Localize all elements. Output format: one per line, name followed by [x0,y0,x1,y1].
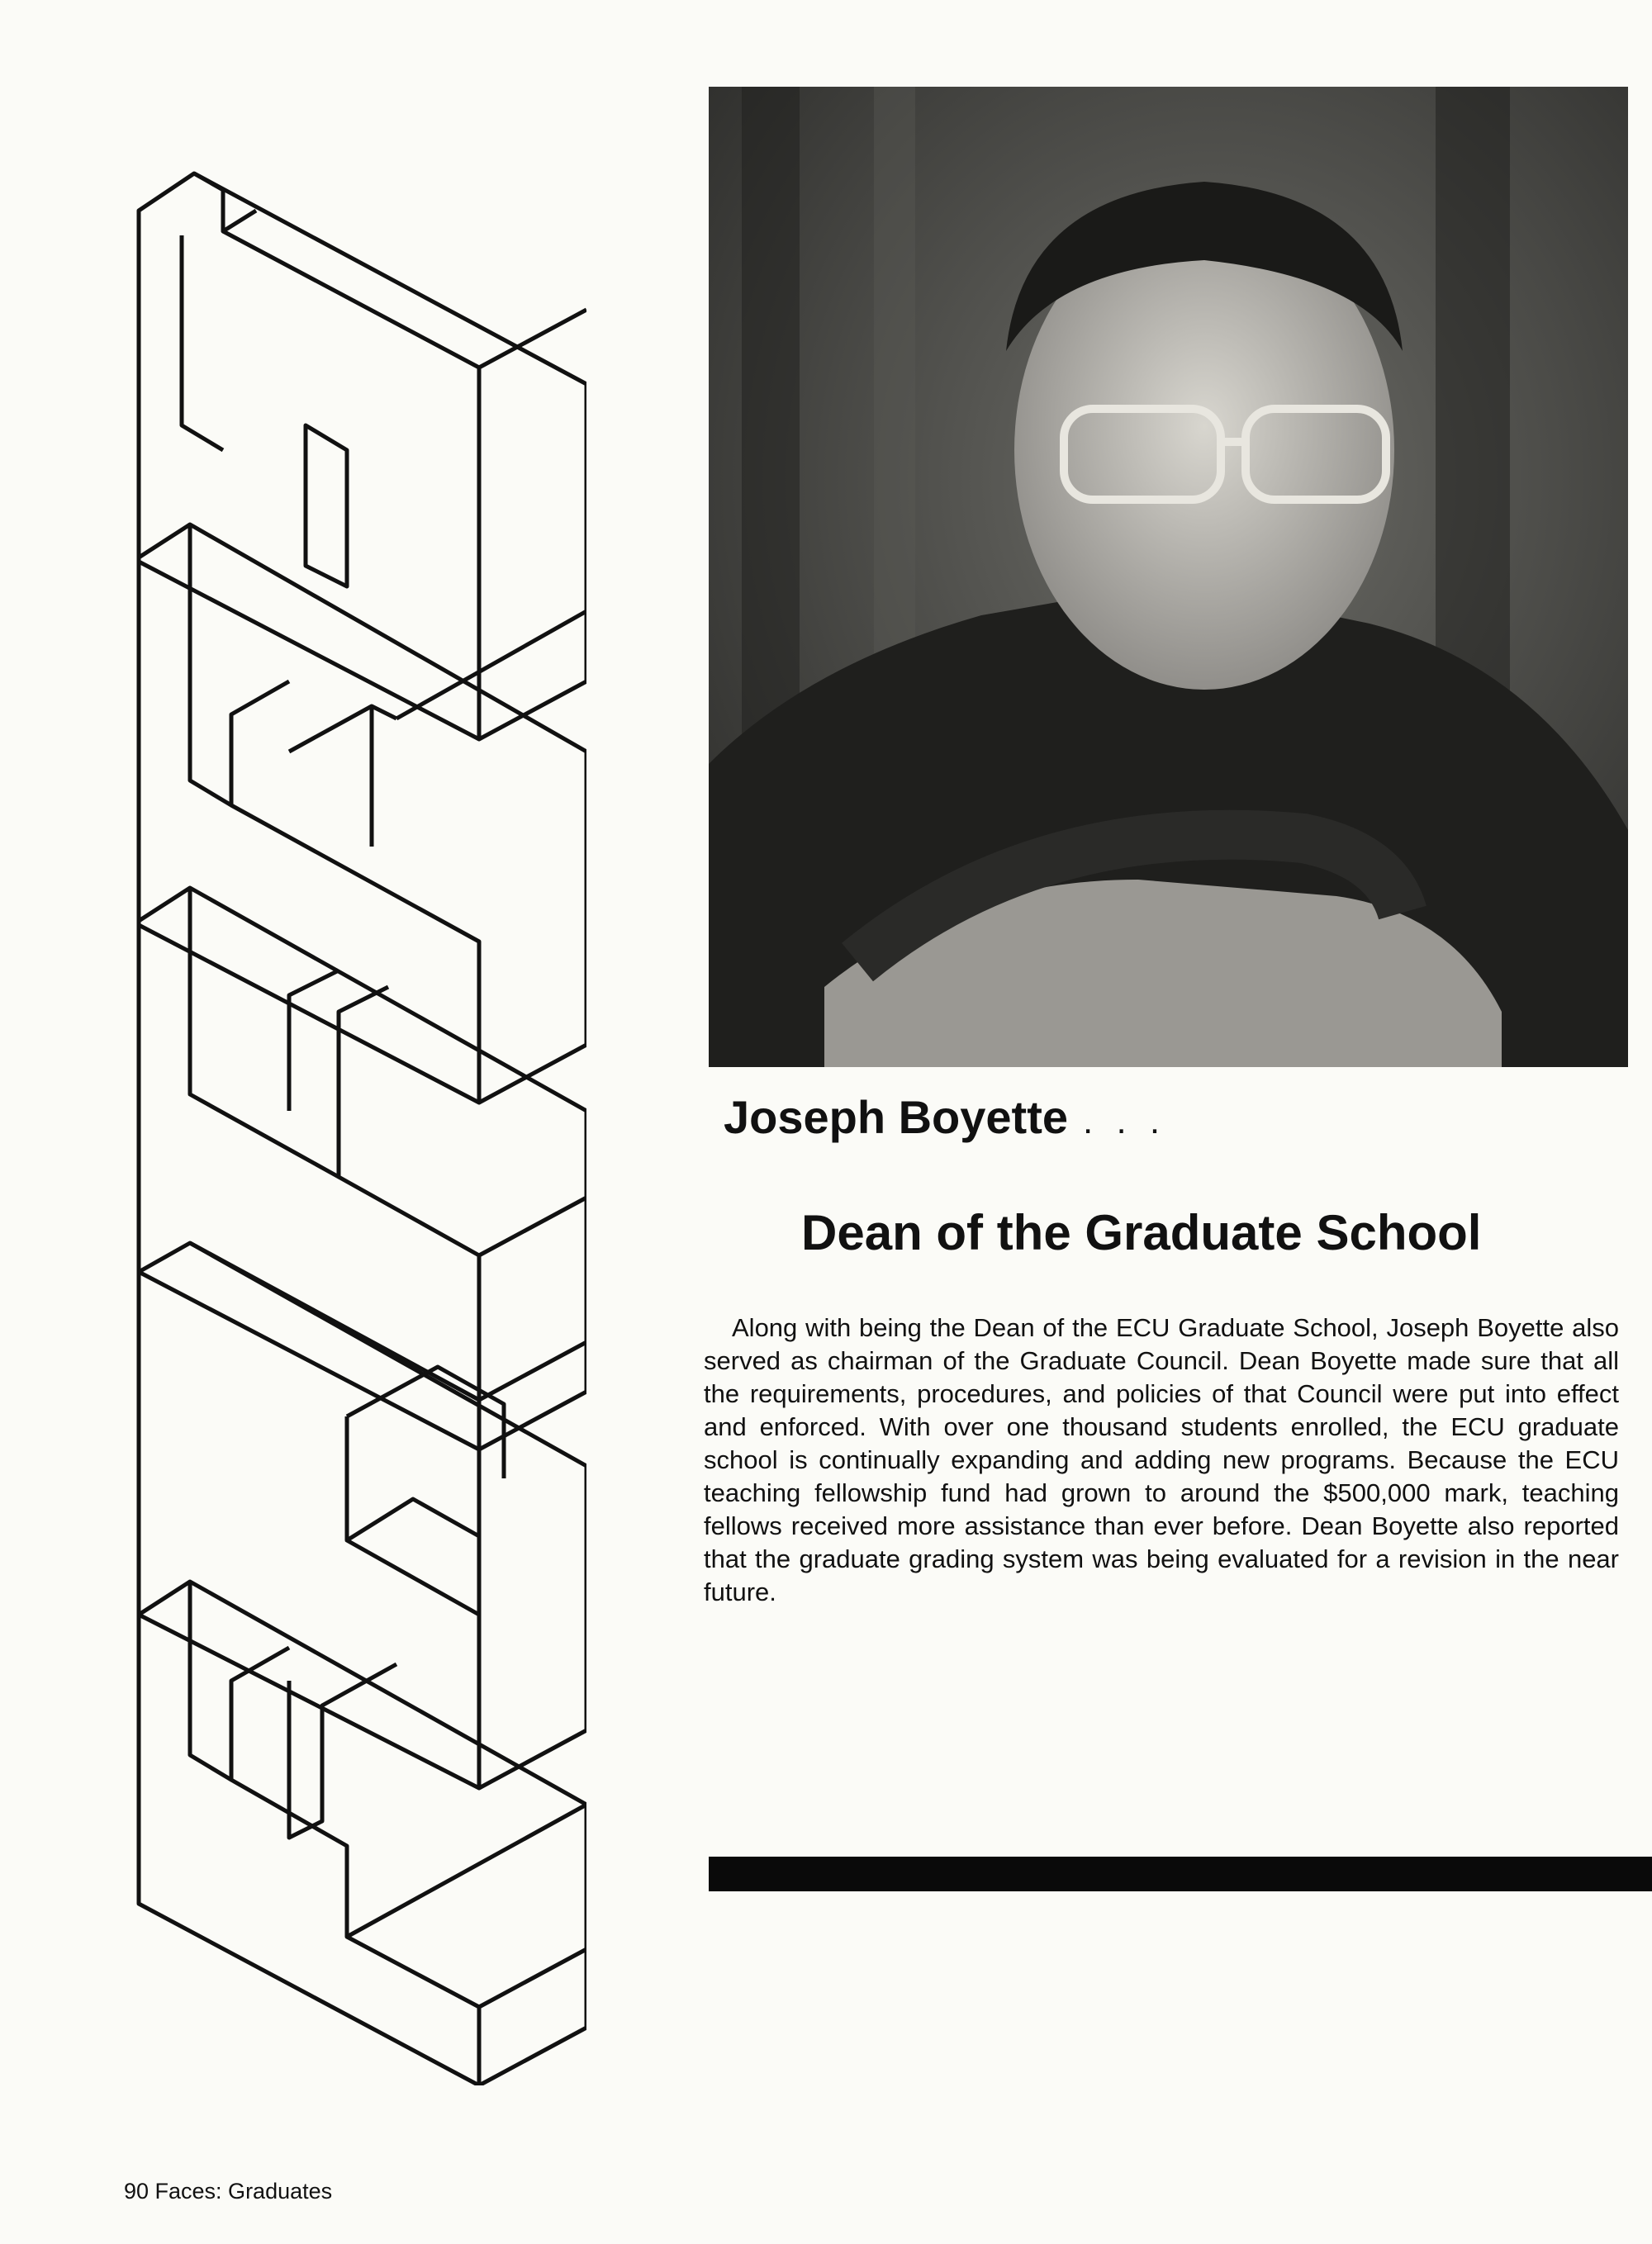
page-folio: 90 Faces: Graduates [124,2179,333,2204]
profile-body-text: Along with being the Dean of the ECU Graduate School, Joseph Boyette also served as chairman of the Graduate Council. Dean Boyette made sure that all the requirements, procedures, and policies of that Council were put into effect and enforced. With over one thousand students enrolled, the ECU graduate school is continually expanding and adding new programs. Because the ECU teaching fellowship fund had grown to around the $500,000 mark, teaching fellows received more assistance than ever before. Dean Boyette also reported that the graduate grading system was being evaluated for a revision in the near future. [704,1313,1619,1606]
profile-title-heading: Dean of the Graduate School [801,1205,1482,1260]
profile-name-heading [724,1090,1166,1144]
portrait-photo [709,87,1628,1067]
faces-block-letters-art [124,136,586,2085]
heading-ellipsis: . . . [1083,1101,1167,1141]
profile-name: Joseph Boyette [724,1091,1068,1143]
black-rule-bar [709,1857,1652,1891]
